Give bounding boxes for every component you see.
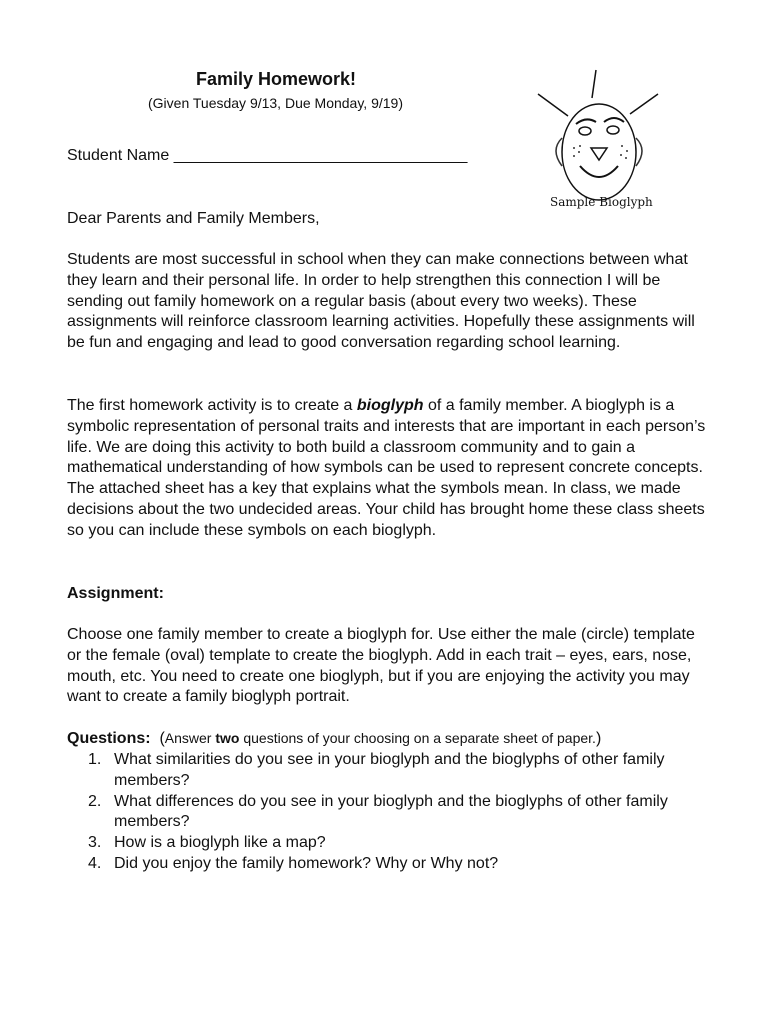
page-title: Family Homework!	[196, 69, 357, 89]
question-number: 2.	[88, 792, 102, 810]
bioglyph-paragraph-start: The first homework activity is to create a	[67, 397, 357, 414]
questions-list	[88, 750, 688, 875]
due-dates: (Given Tuesday 9/13, Due Monday, 9/19)	[148, 95, 403, 111]
question-number: 4.	[88, 854, 102, 872]
question-item	[88, 833, 688, 854]
antenna-right	[630, 94, 658, 114]
question-item	[88, 792, 688, 834]
assignment-heading: Assignment:	[67, 585, 164, 602]
student-name-field	[67, 147, 467, 165]
intro-paragraph: Students are most successful in school when they can make connections between what they learn and their personal life. In order to help strengthen this connection I will be sending out family homework on a regular basis (about every two weeks). These assignments will reinforce classroom learning activities. Hopefully these assignments will be fun and engaging and lead to good conversation regarding school learning.	[67, 251, 695, 352]
questions-paren-open: (	[159, 730, 165, 747]
antenna-left	[538, 94, 568, 116]
head-outline	[562, 104, 636, 200]
greeting: Dear Parents and Family Members,	[67, 210, 320, 227]
ear-left	[556, 138, 562, 166]
question-number: 1.	[88, 751, 102, 768]
student-name-label: Student Name	[67, 147, 170, 164]
assignment-paragraph: Choose one family member to create a bioglyph for. Use either the male (circle) template or the female (oval) template to create the bioglyph. Add in each trait – eyes, ears, nose, mouth, etc. You need to create one bioglyph, but if you are enjoying the activity you may want to create a family bioglyph portrait.	[67, 626, 695, 706]
questions-note: Answer two questions of your choosing on a separate sheet of paper.	[164, 730, 596, 746]
question-text: Did you enjoy the family homework? Why or Why not?	[114, 854, 499, 872]
student-name-blank: _________________________________	[173, 147, 468, 164]
question-text: How is a bioglyph like a map?	[114, 834, 326, 852]
question-text: What differences do you see in your bioglyph and the bioglyphs of other family members?	[114, 792, 668, 831]
question-item	[88, 854, 688, 875]
bioglyph-term: bioglyph	[356, 397, 424, 414]
questions-paren-close: )	[595, 730, 602, 747]
bioglyph-caption: Sample Bioglyph	[550, 195, 653, 209]
questions-heading	[67, 728, 707, 750]
bioglyph-paragraph	[67, 396, 707, 542]
question-number: 3.	[88, 834, 102, 852]
questions-note-count: two	[215, 730, 240, 746]
questions-label: Questions:	[67, 730, 151, 747]
question-text: What similarities do you see in your bioglyph and the bioglyphs of other family members?	[114, 751, 665, 789]
antenna-middle	[592, 70, 596, 98]
ear-right	[636, 138, 642, 166]
bioglyph-paragraph-rest: of a family member. A bioglyph is a symbolic representation of personal traits and interests that are important in each person’s life. We are doing this activity to both build a classroom community and to gain a mathematical understanding of how symbols can be used to represent concrete concepts. The attached sheet has a key that explains what the symbols mean. In class, we made decisions about the two undecided areas. Your child has brought home these class sheets so you can include these symbols on each bioglyph.	[67, 397, 706, 539]
question-item	[88, 750, 688, 792]
